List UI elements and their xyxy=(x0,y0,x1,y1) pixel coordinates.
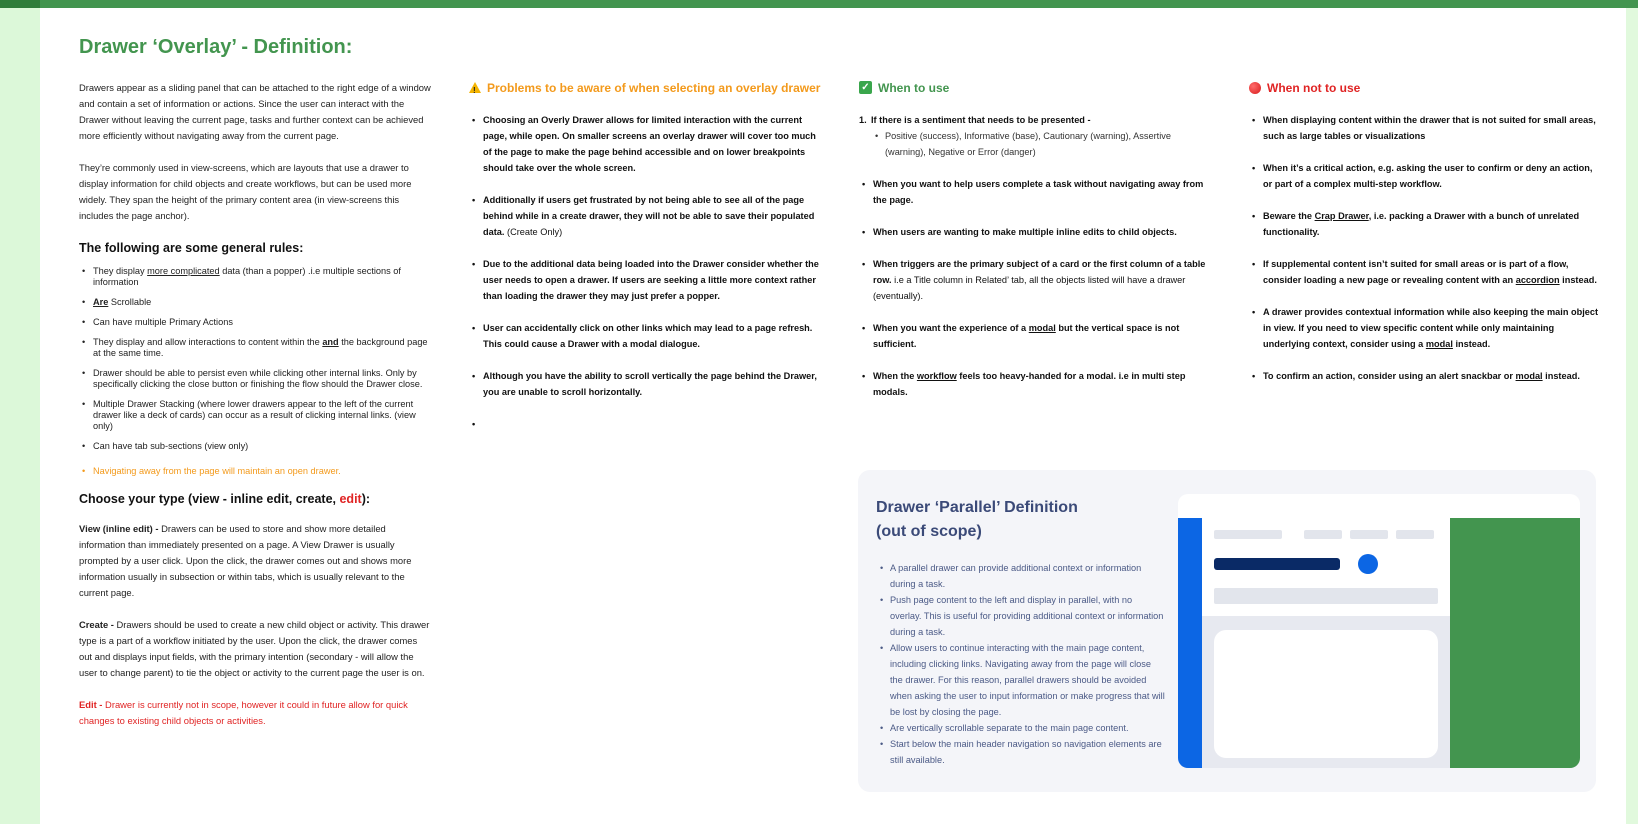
when-to-use-list xyxy=(859,176,1211,400)
rule-item: • Can have tab sub-sections (view only) xyxy=(79,441,431,452)
page-title: Drawer ‘Overlay’ - Definition: xyxy=(79,36,353,58)
rule-item: • They display and allow interactions to content within the and the background page at the same time. xyxy=(79,337,431,359)
avoid-item: • If supplemental content isn’t suited for small areas or is part of a flow, consider loading a new page or revealing content with an accordion instead. xyxy=(1249,256,1601,288)
mock-nav-rail xyxy=(1178,518,1202,768)
rule-item: • They display more complicated data (than a popper) .i.e multiple sections of information xyxy=(79,266,431,288)
parallel-drawer-illustration xyxy=(1178,494,1580,770)
sentiment-item: • Positive (success), Informative (base), Cautionary (warning), Assertive (warning), Negative or Error (danger) xyxy=(871,128,1211,160)
mock-avatar xyxy=(1358,554,1378,574)
when-not-to-use-list xyxy=(1249,112,1601,384)
top-left-corner xyxy=(0,0,40,8)
avoid-item: • Beware the Crap Drawer, i.e. packing a Drawer with a bunch of unrelated functionality. xyxy=(1249,208,1601,240)
problem-item: • Additionally if users get frustrated by not being able to see all of the page behind while in a create drawer, they will not be able to save their populated data. (Create Only) xyxy=(469,192,821,240)
right-accent-strip xyxy=(1626,8,1638,824)
red-circle-icon xyxy=(1249,82,1261,94)
when-not-to-use-heading: When not to use xyxy=(1249,80,1601,96)
mock-title-bar xyxy=(1214,558,1340,570)
top-accent-bar xyxy=(0,0,1638,8)
use-item: • When you want to help users complete a task without navigating away from the page. xyxy=(859,176,1211,208)
mock-placeholder xyxy=(1214,530,1282,539)
sentiment-sublist xyxy=(871,128,1211,160)
edit-type-paragraph: Edit - Drawer is currently not in scope, however it could in future allow for quick changes to existing child objects or activities. xyxy=(79,699,408,726)
rule-item: • Can have multiple Primary Actions xyxy=(79,317,431,328)
when-to-use-numbered-list xyxy=(859,112,1211,160)
mock-content-card xyxy=(1214,630,1438,758)
rule-item: • Drawer should be able to persist even while clicking other internal links. Only by specifically clicking the close button or finishing the flow should the Drawer close. xyxy=(79,368,431,390)
view-type-paragraph: View (inline edit) - Drawers can be used to store and show more detailed information than immediately presented on a page. A View Drawer is usually prompted by a user click. Upon the click, the drawer comes out and shows more information usually in subsection or within tabs, which is usually relevant to the current page. xyxy=(79,523,412,598)
left-accent-strip xyxy=(0,0,40,824)
rule-item: • Multiple Drawer Stacking (where lower drawers appear to the left of the current drawer like a deck of cards) can occur as a result of clicking internal links. (view only) xyxy=(79,399,431,432)
parallel-item: • Start below the main header navigation so navigation elements are still available. xyxy=(876,736,1166,768)
rule-item: • Are Scrollable xyxy=(79,297,431,308)
intro-paragraph-2: They’re commonly used in view-screens, which are layouts that use a drawer to display information for child objects and create workflows, but can be used more widely. They span the height of the primary content area (in view-screens this includes the page anchor). xyxy=(79,162,412,221)
parallel-item: • A parallel drawer can provide additional context or information during a task. xyxy=(876,560,1166,592)
mock-placeholder xyxy=(1396,530,1434,539)
problem-item: • Due to the additional data being loaded into the Drawer consider whether the user needs to open a drawer. If users are seeking a little more context rather than loading the drawer they may just prefer a popper. xyxy=(469,256,821,304)
rule-item-highlight: • Navigating away from the page will maintain an open drawer. xyxy=(79,466,431,477)
parallel-item: • Are vertically scrollable separate to the main page content. xyxy=(876,720,1166,736)
avoid-item: • To confirm an action, consider using an alert snackbar or modal instead. xyxy=(1249,368,1601,384)
when-to-use-column xyxy=(859,80,1211,416)
general-rules-list xyxy=(79,266,431,477)
parallel-title: Drawer ‘Parallel’ Definition (out of scope) xyxy=(876,499,1078,540)
choose-type-heading: Choose your type (view - inline edit, create, edit): xyxy=(79,492,371,506)
parallel-item: • Allow users to continue interacting with the main page content, including clicking links. Navigating away from the page will close the drawer. For this reason, parallel drawers should be avoided when asking the user to input information or make progress that will be lost by closing the page. xyxy=(876,640,1166,720)
problem-item: • Although you have the ability to scroll vertically the page behind the Drawer, you are unable to scroll horizontally. xyxy=(469,368,821,400)
problems-heading: ! Problems to be aware of when selecting an overlay drawer xyxy=(469,80,821,96)
problems-column xyxy=(469,80,821,416)
use-item: • When the workflow feels too heavy-handed for a modal. i.e in multi step modals. xyxy=(859,368,1211,400)
check-icon: ✓ xyxy=(859,81,872,94)
warning-icon xyxy=(469,82,481,93)
problem-item: • Choosing an Overly Drawer allows for limited interaction with the current page, while open. On smaller screens an overlay drawer will cover too much of the page to make the page behind accessible and on lower breakpoints should take over the whole screen. xyxy=(469,112,821,176)
intro-paragraph-1: Drawers appear as a sliding panel that can be attached to the right edge of a window and contain a set of information or actions. Since the user can interact with the Drawer without leaving the current page, tasks and further context can be achieved more efficiently without navigating away from the current page. xyxy=(79,82,431,141)
create-type-paragraph: Create - Drawers should be used to create a new child object or activity. This drawer type is a part of a workflow initiated by the user. Upon the click, the drawer comes out and displays input fields, with the primary intention (secondary - will allow the user to change parent) to tie the object or activity to the current page the user is on. xyxy=(79,619,430,678)
problems-list xyxy=(469,112,821,400)
parallel-list xyxy=(876,560,1166,768)
mock-placeholder xyxy=(1350,530,1388,539)
avoid-item: • When it’s a critical action, e.g. asking the user to confirm or deny an action, or part of a complex multi-step workflow. xyxy=(1249,160,1601,192)
mock-window-body xyxy=(1178,518,1580,768)
when-not-to-use-column xyxy=(1249,80,1601,400)
numbered-item: 1. If there is a sentiment that needs to be presented - • Positive (success), Informative (base), Cautionary (warning), Assertive (warning), Negative or Error (danger) xyxy=(859,112,1211,160)
use-item: • When you want the experience of a modal but the vertical space is not sufficient. xyxy=(859,320,1211,352)
parallel-definition-card xyxy=(858,470,1596,792)
mock-parallel-drawer xyxy=(1450,518,1580,768)
general-rules-heading: The following are some general rules: xyxy=(79,241,304,255)
definition-column xyxy=(79,80,431,745)
mock-placeholder xyxy=(1214,588,1438,604)
problem-item: • User can accidentally click on other links which may lead to a page refresh. This could cause a Drawer with a modal dialogue. xyxy=(469,320,821,352)
avoid-item: • A drawer provides contextual information while also keeping the main object in view. If you need to view specific content while only maintaining underlying context, consider using a modal instead. xyxy=(1249,304,1601,352)
parallel-item: • Push page content to the left and display in parallel, with no overlay. This is useful for providing additional context or information during a task. xyxy=(876,592,1166,640)
when-to-use-heading: ✓ When to use xyxy=(859,80,1211,96)
mock-window-top xyxy=(1178,494,1580,518)
use-item: • When triggers are the primary subject of a card or the first column of a table row. i.e a Title column in Related’ tab, all the objects listed will have a drawer (eventually). xyxy=(859,256,1211,304)
avoid-item: • When displaying content within the drawer that is not suited for small areas, such as large tables or visualizations xyxy=(1249,112,1601,144)
mock-placeholder xyxy=(1304,530,1342,539)
use-item: • When users are wanting to make multiple inline edits to child objects. xyxy=(859,224,1211,240)
